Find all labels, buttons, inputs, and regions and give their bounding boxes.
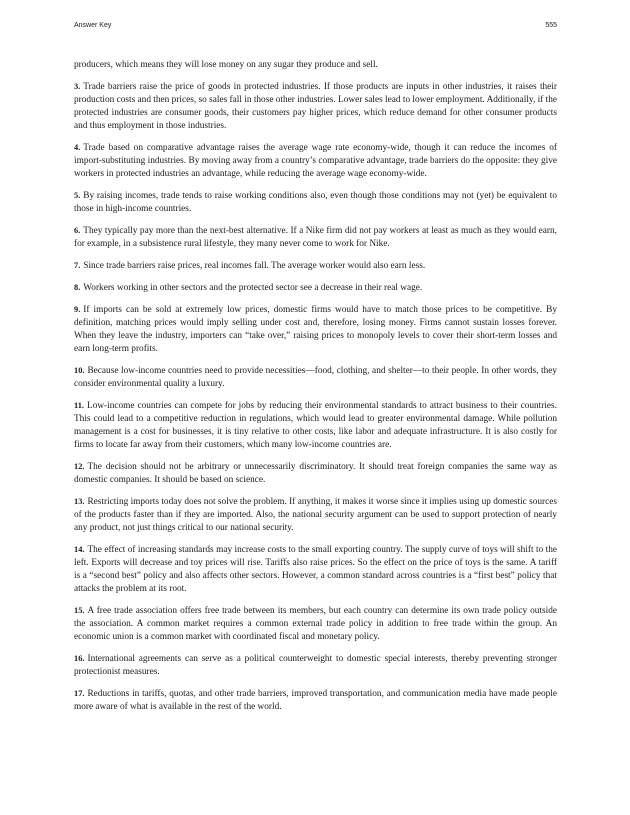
continued-paragraph: producers, which means they will lose money on any sugar they produce and sell. (74, 60, 378, 70)
answer-item (74, 652, 557, 679)
answer-item (74, 460, 557, 487)
answer-number: 12. (74, 462, 85, 471)
answer-text: Since trade barriers raise prices, real incomes fall. The average worker would also earn less. (83, 261, 426, 271)
answer-text: If imports can be sold at extremely low prices, domestic firms would have to match those prices to be competitive. By definition, matching prices would imply selling under cost and, therefore, losing money. Firms cannot sustain losses forever. When they leave the industry, importers can “take over,” raising prices to monopoly levels to cover their short-term losses and earn long-term profits. (74, 305, 557, 354)
answer-text: The effect of increasing standards may increase costs to the small exporting country. The supply curve of toys will shift to the left. Exports will decrease and toy prices will rise. Tariffs also raise prices. So the effect on the price of toys is the same. A tariff is a “second best” policy and also affects other sectors. However, a common standard across countries is a “first best” policy that attacks the problem at its root. (74, 545, 557, 594)
answer-number: 5. (74, 191, 81, 200)
answer-text: The decision should not be arbitrary or unnecessarily discriminatory. It should treat foreign companies the same way as domestic companies. It should be based on science. (74, 462, 557, 485)
answer-text: Reductions in tariffs, quotas, and other trade barriers, improved transportation, and communication media have made people more aware of what is available in the rest of the world. (74, 689, 557, 712)
answer-text: Workers working in other sectors and the protected sector see a decrease in their real wage. (83, 283, 423, 293)
answer-number: 14. (74, 545, 85, 554)
answer-text: A free trade association offers free trade between its members, but each country can determine its own trade policy outside the association. A common market requires a common external trade policy in addition to free trade within the group. An economic union is a common market with coordinated fiscal and monetary policy. (74, 606, 557, 642)
answer-number: 11. (74, 401, 85, 410)
answer-number: 7. (74, 261, 81, 270)
answer-number: 9. (74, 305, 81, 314)
answer-item (74, 495, 557, 535)
answer-item (74, 687, 557, 714)
answer-item (74, 303, 557, 356)
answer-item (74, 399, 557, 452)
answer-number: 10. (74, 366, 85, 375)
running-title: Answer Key (74, 22, 112, 29)
answer-number: 15. (74, 606, 85, 615)
answer-item (74, 281, 557, 295)
answer-number: 4. (74, 143, 81, 152)
answer-number: 8. (74, 283, 81, 292)
answer-number: 6. (74, 226, 81, 235)
answer-item (74, 224, 557, 251)
answer-number: 16. (74, 654, 85, 663)
answer-number: 13. (74, 497, 85, 506)
answer-number: 17. (74, 689, 85, 698)
answer-item (74, 604, 557, 644)
answer-text: International agreements can serve as a political counterweight to domestic special interests, thereby preventing stronger protectionist measures. (74, 654, 557, 677)
answer-item (74, 259, 557, 273)
answer-text: By raising incomes, trade tends to raise working conditions also, even though those conditions may not (yet) be equivalent to those in high-income countries. (74, 191, 557, 214)
answer-key-body (74, 59, 557, 722)
answer-text: Trade barriers raise the price of goods in protected industries. If those products are inputs in other industries, it raises their production costs and then prices, so sales fall in those other industries. Lower sales lead to lower employment. Additionally, if the protected industries are consumer goods, their customers pay higher prices, which reduce demand for other consumer products and thus employment in those industries. (74, 82, 557, 131)
answer-item (74, 543, 557, 596)
answer-item (74, 80, 557, 133)
answer-text: They typically pay more than the next-best alternative. If a Nike firm did not pay workers at least as much as they would earn, for example, in a subsistence rural lifestyle, they many never come to work for Nike. (74, 226, 557, 249)
answer-item (74, 364, 557, 391)
answer-item (74, 141, 557, 181)
answer-text: Trade based on comparative advantage raises the average wage rate economy-wide, though it can reduce the incomes of import-substituting industries. By moving away from a country’s comparative advantage, trade barriers do the opposite: they give workers in protected industries an advantage, while reducing the average wage economy-wide. (74, 143, 557, 179)
page-number: 555 (545, 22, 557, 29)
answer-text: Low-income countries can compete for jobs by reducing their environmental standards to attract business to their countries. This could lead to a competitive reduction in regulations, which would lead to greater environmental damage. While pollution management is a cost for businesses, it is tiny relative to other costs, like labor and adequate infrastructure. It is also costly for firms to locate far away from their customers, which many low-income countries are. (74, 401, 557, 450)
answer-number: 3. (74, 82, 81, 91)
answer-text: Restricting imports today does not solve the problem. If anything, it makes it worse since it implies using up domestic sources of the products faster than if they are imported. Also, the national security argument can be used to support protection of nearly any product, not just things critical to our national security. (74, 497, 557, 533)
answer-item (74, 189, 557, 216)
answer-text: Because low-income countries need to provide necessities—food, clothing, and shelter—to their people. In other words, they consider environmental quality a luxury. (74, 366, 557, 389)
